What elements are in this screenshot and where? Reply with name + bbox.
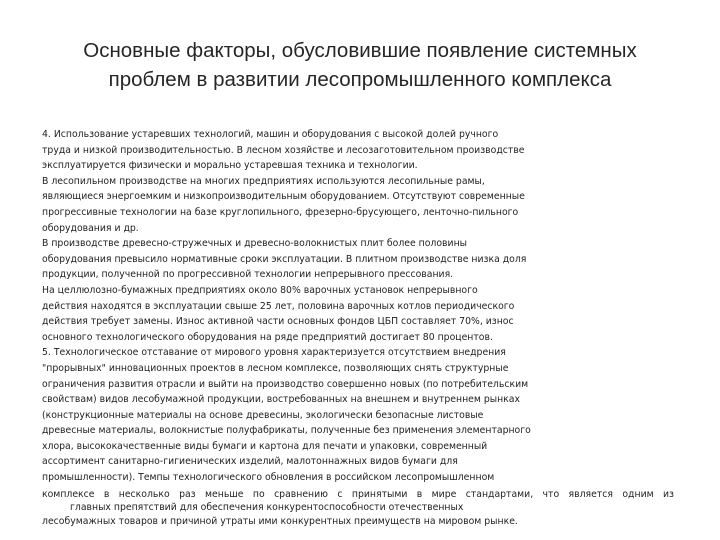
body-text-line: действия требует замены. Износ активной части основных фондов ЦБП составляет 70%, износ xyxy=(42,316,514,328)
body-text-line: ограничения развития отрасли и выйти на производство совершенно новых (по потребительским xyxy=(42,378,529,390)
body-text-line: эксплуатируется физически и морально устаревшая техника и технологии. xyxy=(42,160,418,172)
body-text-line: На целлюлозно-бумажных предприятиях около 80% варочных установок непрерывного xyxy=(42,284,478,296)
body-text-line: 5. Технологическое отставание от мирового уровня характеризуется отсутствием внедрения xyxy=(42,347,506,359)
body-text-line: основного технологического оборудования на ряде предприятий достигает 80 процентов. xyxy=(42,331,493,343)
body-text-line: являющиеся энергоемким и низкопроизводительным оборудованием. Отсутствуют современные xyxy=(42,191,525,203)
body-text-line: труда и низкой производительностью. В лесном хозяйстве и лесозаготовительном производстве xyxy=(42,144,525,156)
body-text-line: хлора, высококачественные виды бумаги и картона для печати и упаковки, современный xyxy=(42,440,488,452)
body-text-line: (конструкционные материалы на основе древесины, экологически безопасные листовые xyxy=(42,409,484,421)
body-text-line-justified: комплексе в несколько раз меньше по сравнению с принятыми в мире стандартами, что является одним из xyxy=(42,488,674,500)
slide-title xyxy=(40,36,680,94)
slide-body-text xyxy=(42,127,692,529)
body-text-line: В лесопильном производстве на многих предприятиях используются лесопильные рамы, xyxy=(42,175,485,187)
body-text-line: продукции, полученной по прогрессивной технологии непрерывного прессования. xyxy=(42,269,454,281)
body-text-line: действия находятся в эксплуатации свыше 25 лет, половина варочных котлов периодического xyxy=(42,300,515,312)
body-text-line: прогрессивные технологии на базе круглопильного, фрезерно-брусующего, ленточно-пильного xyxy=(42,206,519,218)
body-text-line: В производстве древесно-стружечных и древесно-волокнистых плит более половины xyxy=(42,238,468,250)
body-text-line: промышленности). Темпы технологического обновления в российском лесопромышленном xyxy=(42,472,495,484)
body-text-line-last: лесобумажных товаров и причиной утраты ими конкурентных преимуществ на мировом рынке. xyxy=(42,515,518,527)
body-text-line: "прорывных" инновационных проектов в лесном комплексе, позволяющих снять структурные xyxy=(42,362,509,374)
body-text-line: ассортимент санитарно-гигиенических изделий, малотоннажных видов бумаги для xyxy=(42,456,458,468)
slide-title-line-2: проблем в развитии лесопромышленного комплекса xyxy=(108,68,612,91)
body-text-line: оборудования превысило нормативные сроки эксплуатации. В плитном производстве низка доля xyxy=(42,253,527,265)
body-text-line: свойствам) видов лесобумажной продукции, востребованных на внешнем и внутреннем рынках xyxy=(42,394,520,406)
body-text-line: древесные материалы, волокнистые полуфабрикаты, полученные без применения элементарного xyxy=(42,425,531,437)
body-text-line-indented: главных препятствий для обеспечения конкурентоспособности отечественных xyxy=(70,501,464,513)
slide-title-line-1: Основные факторы, обусловившие появление системных xyxy=(83,39,637,62)
body-text-line: 4. Использование устаревших технологий, машин и оборудования с высокой долей ручного xyxy=(42,129,499,140)
body-text-line: оборудования и др. xyxy=(42,222,139,234)
